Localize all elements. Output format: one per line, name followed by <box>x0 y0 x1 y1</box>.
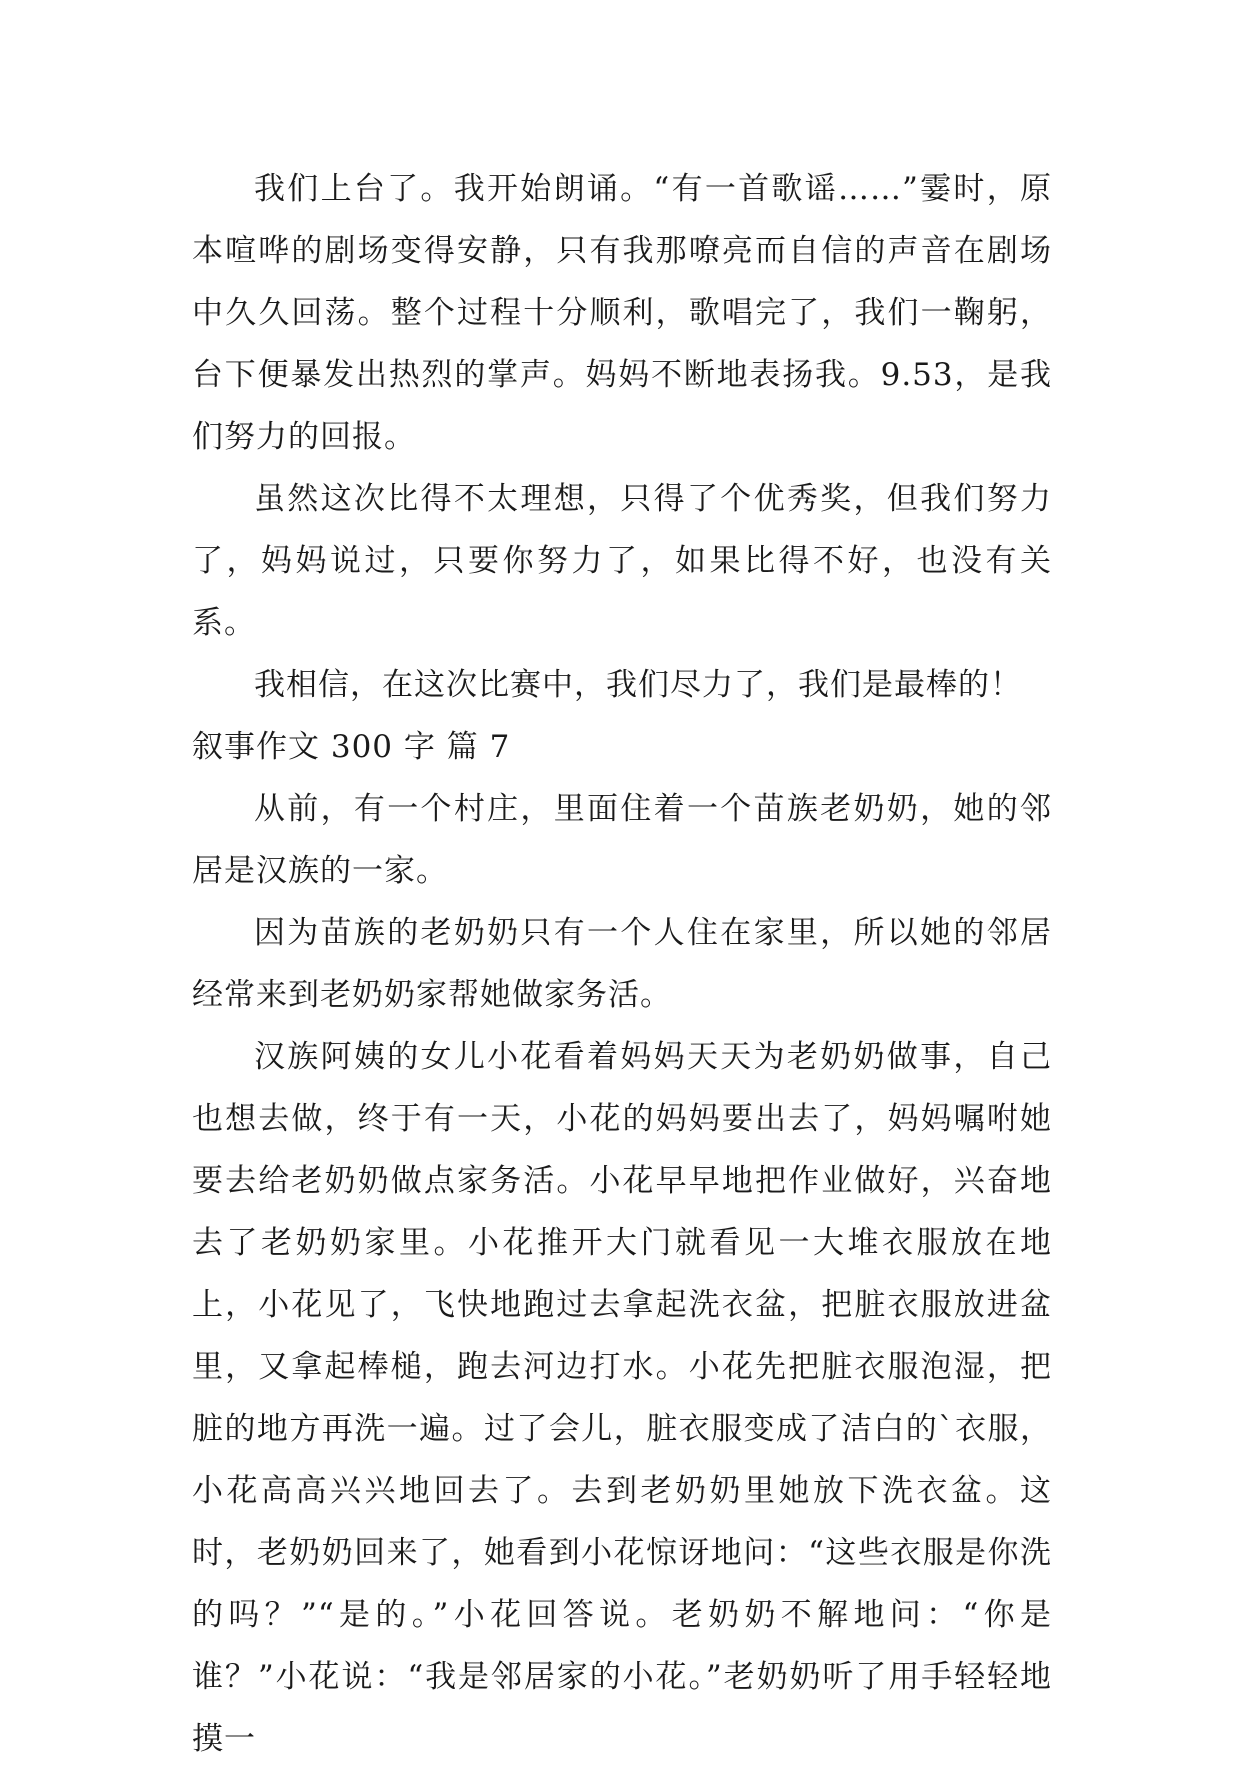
paragraph-village: 从前，有一个村庄，里面住着一个苗族老奶奶，她的邻居是汉族的一家。 <box>192 791 1052 889</box>
paragraph-neighbor: 因为苗族的老奶奶只有一个人住在家里，所以她的邻居经常来到老奶奶家帮她做家务活。 <box>192 915 1052 1013</box>
paragraph-result: 虽然这次比得不太理想，只得了个优秀奖，但我们努力了，妈妈说过，只要你努力了，如果比得不好，也没有关系。 <box>192 481 1052 641</box>
document-body <box>192 158 1052 1770</box>
paragraph-performance: 我们上台了。我开始朗诵。“有一首歌谣……”霎时，原本喧哗的剧场变得安静，只有我那嘹亮而自信的声音在剧场中久久回荡。整个过程十分顺利，歌唱完了，我们一鞠躬，台下便暴发出热烈的掌声。妈妈不断地表扬我。9.53，是我们努力的回报。 <box>192 171 1052 455</box>
section-heading: 叙事作文 300 字 篇 7 <box>192 729 511 765</box>
paragraph-xiaohua: 汉族阿姨的女儿小花看着妈妈天天为老奶奶做事，自己也想去做，终于有一天，小花的妈妈要出去了，妈妈嘱咐她要去给老奶奶做点家务活。小花早早地把作业做好，兴奋地去了老奶奶家里。小花推开大门就看见一大堆衣服放在地上，小花见了，飞快地跑过去拿起洗衣盆，把脏衣服放进盆里，又拿起棒槌，跑去河边打水。小花先把脏衣服泡湿，把脏的地方再洗一遍。过了会儿，脏衣服变成了洁白的`衣服，小花高高兴兴地回去了。去到老奶奶里她放下洗衣盆。这时，老奶奶回来了，她看到小花惊讶地问：“这些衣服是你洗的吗？”“是的。”小花回答说。老奶奶不解地问：“你是谁？”小花说：“我是邻居家的小花。”老奶奶听了用手轻轻地摸一 <box>192 1039 1052 1757</box>
paragraph-belief: 我相信，在这次比赛中，我们尽力了，我们是最棒的！ <box>254 667 1022 703</box>
